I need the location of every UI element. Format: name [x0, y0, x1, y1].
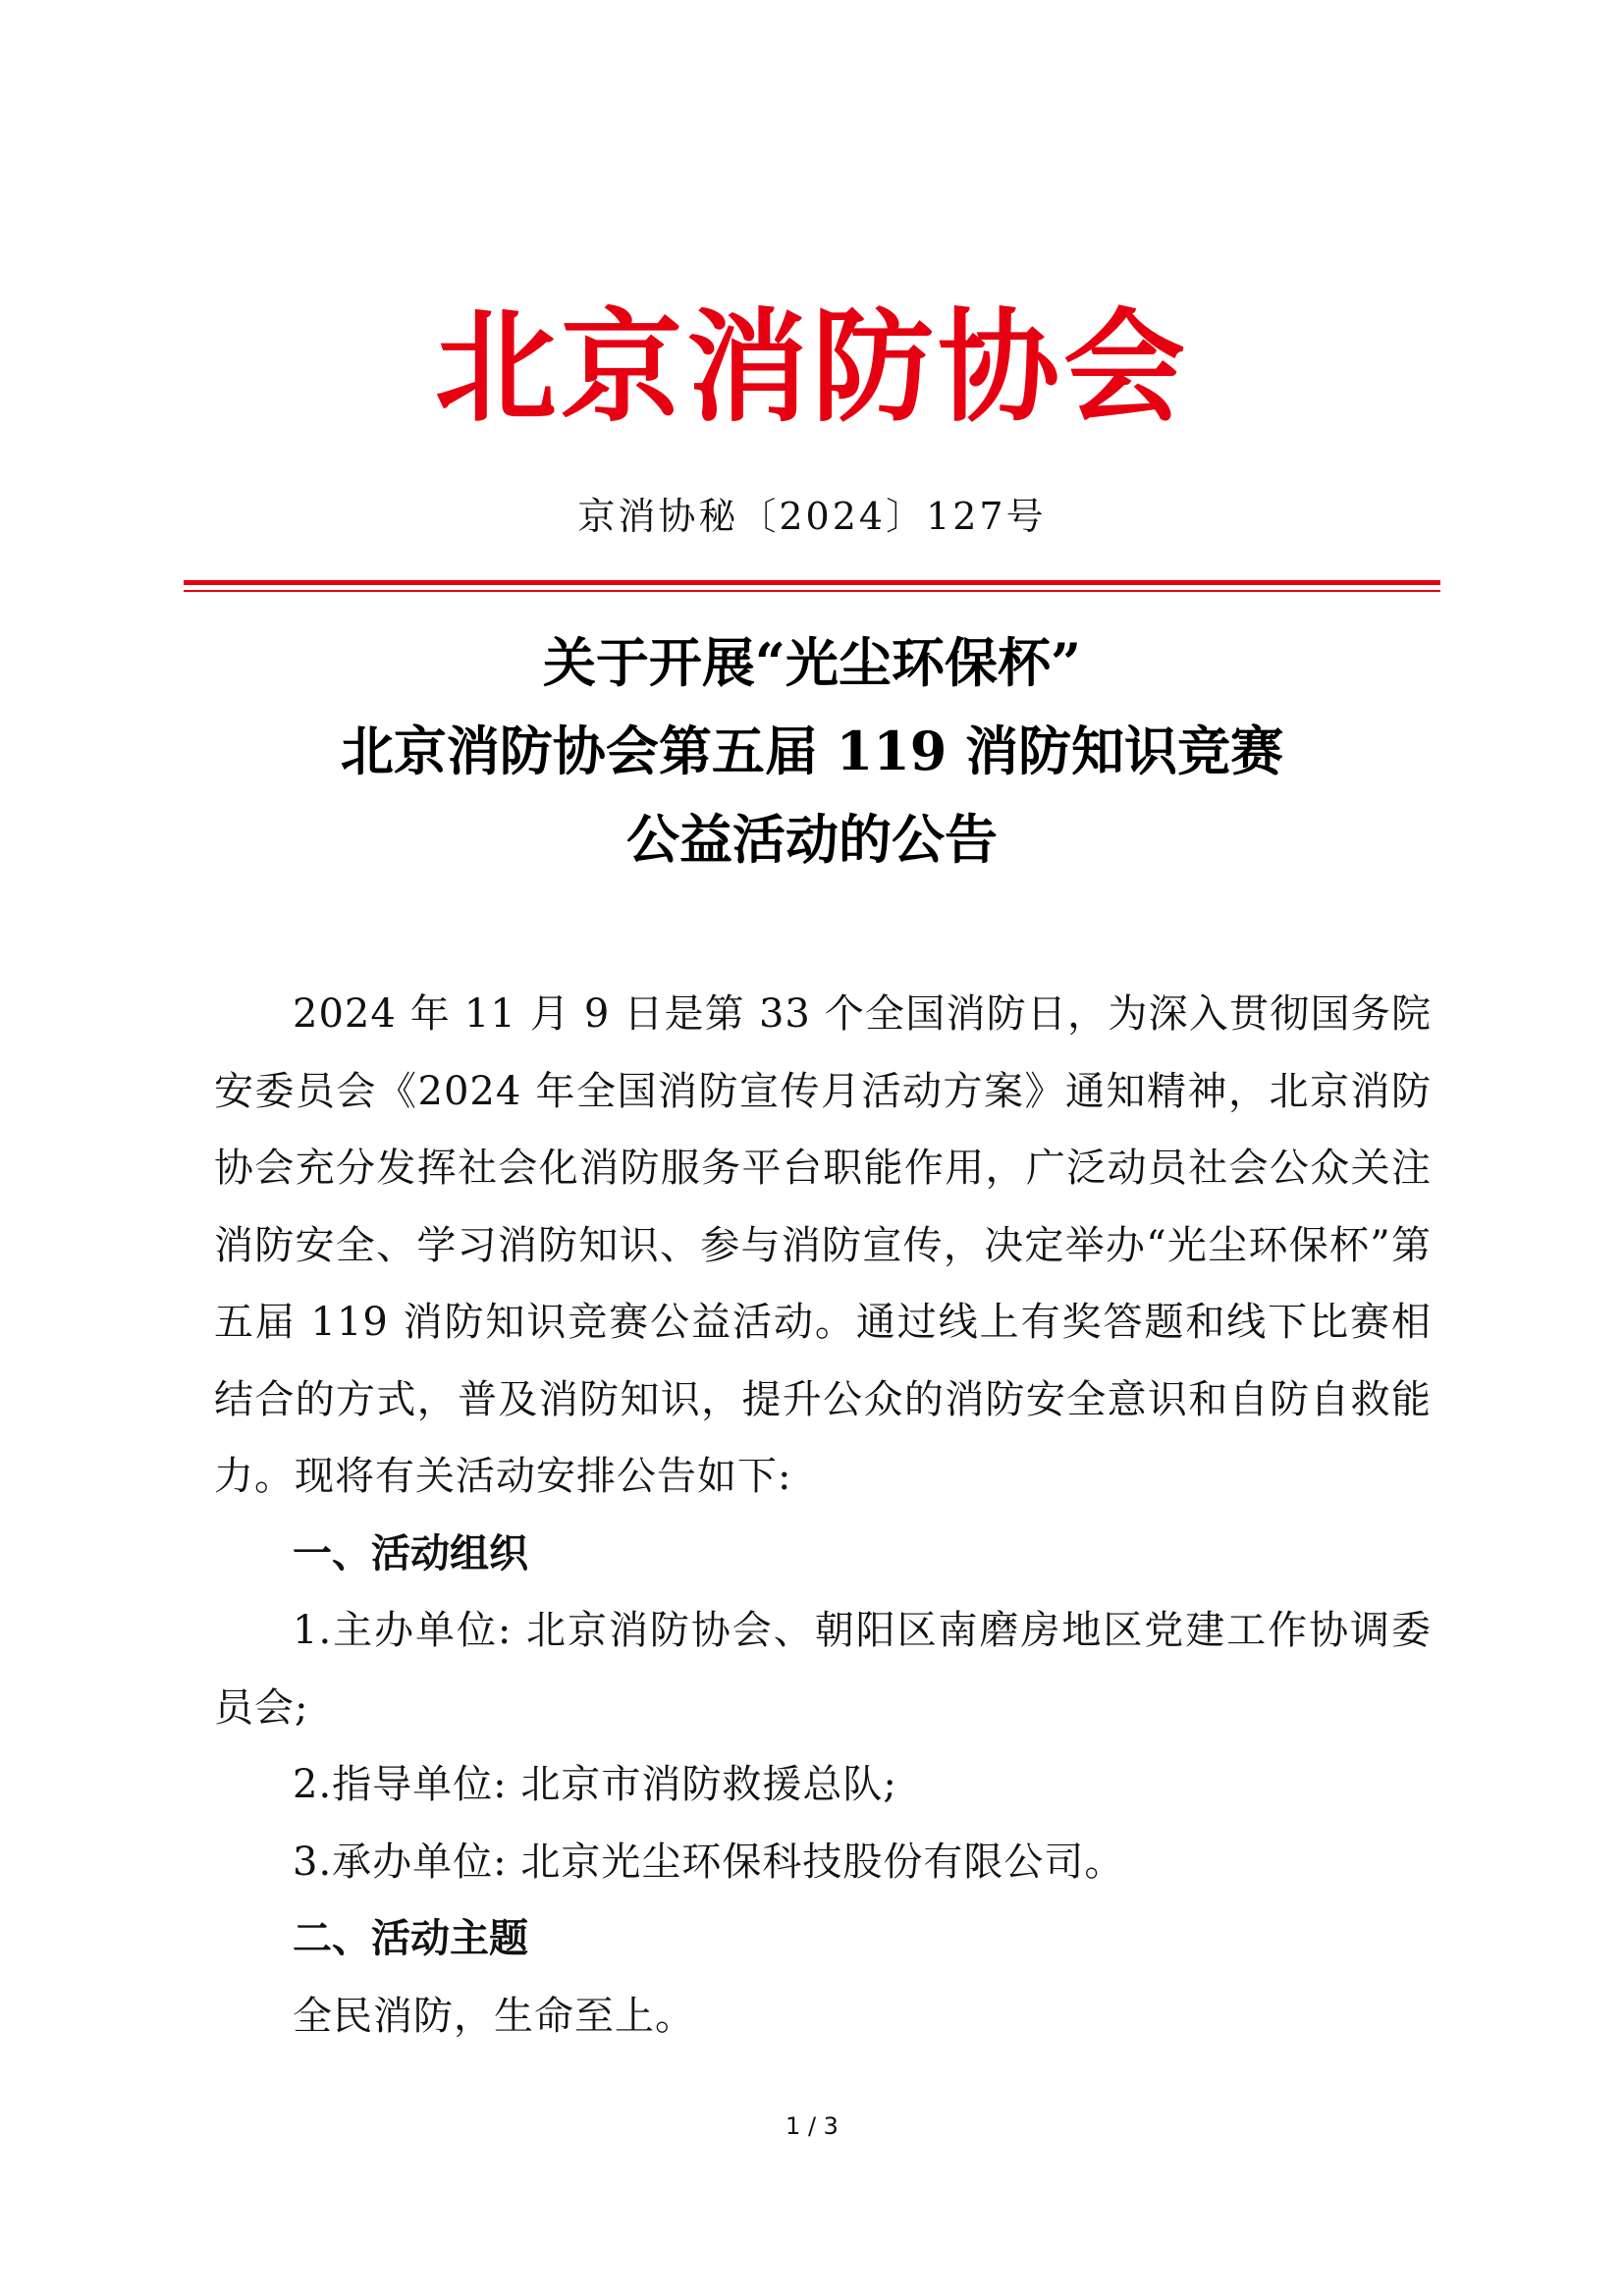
document-number: 京消协秘〔2024〕127号: [577, 495, 1047, 538]
organizer-item: 1.主办单位: 北京消防协会、朝阳区南磨房地区党建工作协调委员会;: [214, 1608, 1432, 1731]
title-line-2: 北京消防协会第五届 119 消防知识竞赛: [340, 720, 1284, 782]
guidance-unit-item: 2.指导单位: 北京市消防救援总队;: [293, 1762, 897, 1807]
red-divider-thick: [184, 580, 1440, 585]
intro-paragraph: 2024 年 11 月 9 日是第 33 个全国消防日，为深入贯彻国务院安委员会《2024 年全国消防宣传月活动方案》通知精神，北京消防协会充分发挥社会化消防服务平台职能作用，广泛动员社会公众关注消防安全、学习消防知识、参与消防宣传，决定举办“光尘环保杯”第五届 119 消防知识竞赛公益活动。通过线上有奖答题和线下比赛相结合的方式，普及消防知识，提升公众的消防安全意识和自防自救能力。现将有关活动安排公告如下:: [214, 991, 1432, 1499]
title-line-1: 关于开展“光尘环保杯”: [542, 631, 1082, 694]
announcement-title: [0, 618, 1624, 883]
host-unit-item: 3.承办单位: 北京光尘环保科技股份有限公司。: [293, 1839, 1125, 1885]
red-divider-thin: [184, 590, 1440, 592]
page-number: 1 / 3: [785, 2112, 839, 2140]
section-heading-organization: 一、活动组织: [293, 1530, 528, 1576]
theme-paragraph: 全民消防，生命至上。: [293, 1993, 695, 2039]
section-heading-theme: 二、活动主题: [293, 1916, 528, 1961]
title-line-3: 公益活动的公告: [626, 808, 998, 871]
announcement-body: [214, 976, 1432, 2055]
organization-masthead: 北京消防协会: [434, 297, 1189, 439]
